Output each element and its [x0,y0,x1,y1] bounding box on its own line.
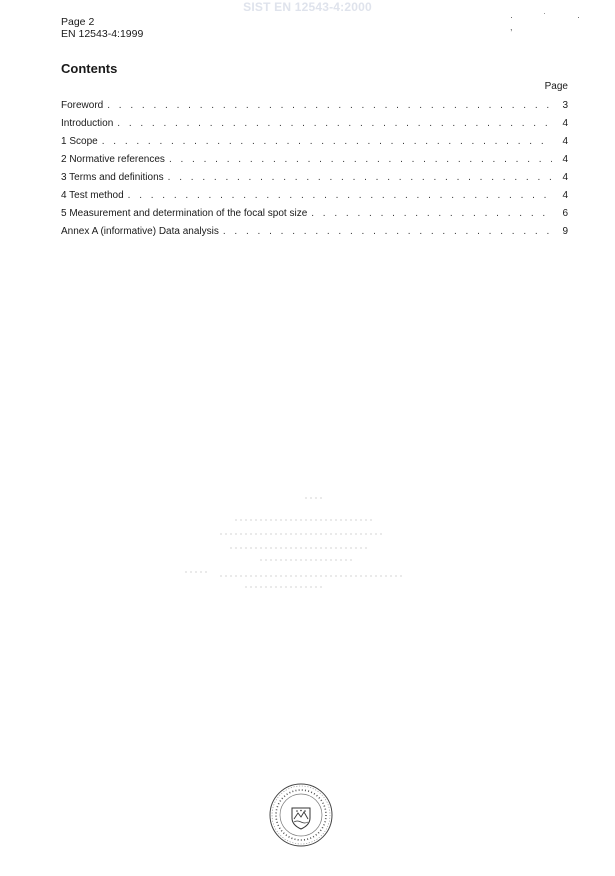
contents-title: Contents [61,61,118,76]
toc-entry-page: 4 [562,136,568,147]
toc-entry-test-method[interactable] [61,190,568,208]
toc-entry-page: 9 [562,226,568,237]
toc-entry-introduction[interactable] [61,118,568,136]
toc-entry-normative-references[interactable] [61,154,568,172]
dot-leader [117,118,552,129]
toc-entry-label: 1 Scope [61,136,98,147]
dot-leader [102,136,552,147]
scan-specks: · ˙ · , [510,12,594,32]
dot-leader [311,208,552,219]
dot-leader [168,172,552,183]
toc-entry-label: 4 Test method [61,190,124,201]
dot-leader [128,190,552,201]
toc-entry-annex-a[interactable] [61,226,568,244]
dot-leader [107,100,552,111]
page-number: Page 2 [61,16,95,28]
page-column-heading: Page [544,81,568,92]
toc-entry-measurement[interactable] [61,208,568,226]
bleed-through-icon [175,490,415,600]
toc-entry-label: 5 Measurement and determination of the focal spot size [61,208,308,219]
toc-entry-label: 2 Normative references [61,154,165,165]
toc-entry-foreword[interactable] [61,100,568,118]
toc-entry-page: 4 [562,118,568,129]
toc-entry-label: Annex A (informative) Data analysis [61,226,219,237]
standard-number: EN 12543-4:1999 [61,28,144,40]
table-of-contents [61,100,568,244]
toc-entry-label: Introduction [61,118,114,129]
toc-entry-scope[interactable] [61,136,568,154]
toc-entry-label: Foreword [61,100,104,111]
dot-leader [169,154,552,165]
toc-entry-terms-and-definitions[interactable] [61,172,568,190]
toc-entry-label: 3 Terms and definitions [61,172,164,183]
toc-entry-page: 4 [562,172,568,183]
watermark-text: SIST EN 12543-4:2000 [243,0,372,14]
toc-entry-page: 6 [562,208,568,219]
toc-entry-page: 4 [562,190,568,201]
dot-leader [223,226,552,237]
toc-entry-page: 3 [562,100,568,111]
toc-entry-page: 4 [562,154,568,165]
stamp-seal-icon [268,782,334,848]
